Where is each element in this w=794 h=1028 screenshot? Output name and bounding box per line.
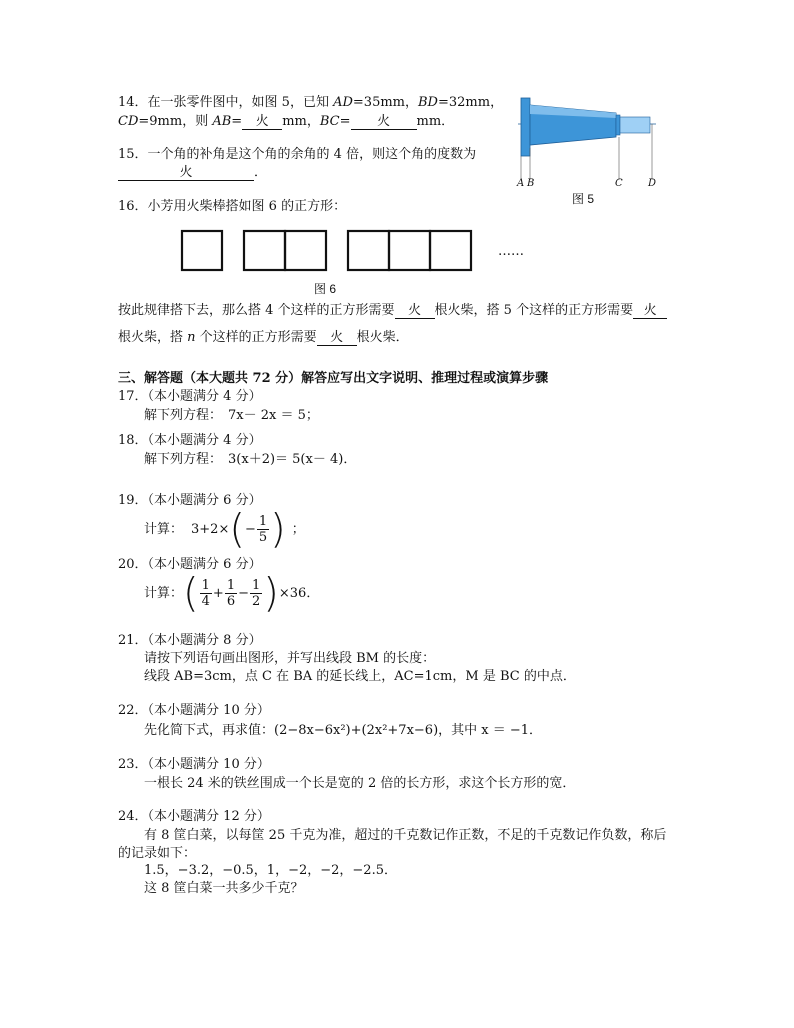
q22-body xyxy=(144,722,542,740)
var-bd: BD xyxy=(418,95,438,110)
q18-lead: 解下列方程： xyxy=(144,452,223,467)
one-square xyxy=(182,231,222,270)
end-pin xyxy=(620,117,650,133)
fraction-1-4 xyxy=(200,578,212,609)
q16-answer-blank-1[interactable]: 火 xyxy=(395,303,435,319)
fraction-1-6 xyxy=(225,578,237,609)
section-3-title: 三、解答题（本大题共 72 分）解答应写出文字说明、推理过程或演算步骤 xyxy=(118,371,549,386)
q16-text: 根火柴． xyxy=(356,330,409,345)
q15-text: 一个角的补角是这个角的余角的 4 倍，则这个角的度数为 xyxy=(147,147,477,162)
q22-header: 22．（本小题满分 10 分） xyxy=(118,703,270,718)
q14-text: =9mm，则 xyxy=(138,114,213,129)
q16-text: 根火柴，搭 xyxy=(118,330,188,345)
q14-text: = xyxy=(231,114,243,129)
fig5-point-d: D xyxy=(648,178,657,189)
right-paren: ) xyxy=(270,506,286,553)
fig5-point-c: C xyxy=(615,178,623,189)
q14-answer-blank-1[interactable]: 火 xyxy=(242,114,282,130)
q20-body xyxy=(144,572,319,616)
fig6-caption: 图 6 xyxy=(314,282,337,296)
fraction-1-5 xyxy=(257,514,269,545)
q23-line1: 一根长 24 米的铁丝围成一个长是宽的 2 倍的长方形，求这个长方形的宽． xyxy=(144,776,576,791)
q23-header: 23．（本小题满分 10 分） xyxy=(118,757,270,772)
q16-line3 xyxy=(118,329,409,347)
three-squares-3 xyxy=(430,231,471,270)
two-squares-1 xyxy=(244,231,285,270)
q20-lead: 计算： xyxy=(144,586,184,601)
q19-end: ； xyxy=(291,522,305,537)
q14-line1 xyxy=(118,94,503,112)
numerator: 1 xyxy=(226,578,236,593)
q16-text: 小芳用火柴棒搭如图 6 的正方形： xyxy=(147,199,347,214)
q20-times: ×36． xyxy=(278,586,320,601)
denominator: 6 xyxy=(226,594,236,609)
q24-line2: 的记录如下： xyxy=(118,846,197,861)
numerator: 1 xyxy=(201,578,210,593)
q20-header: 20．（本小题满分 6 分） xyxy=(118,557,262,572)
q15-answer-blank[interactable]: 火 xyxy=(118,165,254,181)
q22-expression: (2−8x−6x²)+(2x²+7x−6)，其中 x ＝ −1． xyxy=(274,723,543,738)
var-cd: CD xyxy=(118,114,139,129)
minus-sign: − xyxy=(238,586,249,601)
q24-header: 24．（本小题满分 12 分） xyxy=(118,809,270,824)
three-squares-1 xyxy=(348,231,389,270)
q14-text: = xyxy=(339,114,351,129)
q14-answer-blank-2[interactable]: 火 xyxy=(351,114,417,130)
q21-line2: 线段 AB=3cm，点 C 在 BA 的延长线上，AC=1cm，M 是 BC 的中点． xyxy=(144,669,576,684)
q19-header: 19．（本小题满分 6 分） xyxy=(118,493,262,508)
q18-header: 18．（本小题满分 4 分） xyxy=(118,433,262,448)
q24-line1: 有 8 筐白菜，以每筐 25 千克为准，超过的千克数记作正数，不足的千克数记作负数，称后 xyxy=(144,828,667,843)
q17-header: 17．（本小题满分 4 分） xyxy=(118,389,262,404)
denominator: 2 xyxy=(252,594,261,609)
flange xyxy=(521,98,530,156)
var-ad: AD xyxy=(333,95,353,110)
fig6-ellipsis: …… xyxy=(498,244,524,259)
q14-text: 在一张零件图中，如图 5，已知 xyxy=(147,95,334,110)
q19-lead: 计算： xyxy=(144,522,184,537)
denominator: 4 xyxy=(201,594,210,609)
q14-text: =35mm， xyxy=(352,95,418,110)
fig5-point-b: B xyxy=(527,178,535,189)
shoulder xyxy=(616,115,620,135)
figure-5-part xyxy=(512,92,662,192)
fig5-point-a: A xyxy=(517,178,525,189)
two-squares-2 xyxy=(285,231,326,270)
q19-expression: 3+2× xyxy=(191,522,230,537)
var-bc: BC xyxy=(319,114,340,129)
q16-line1 xyxy=(118,198,346,216)
numerator: 1 xyxy=(258,514,268,529)
q16-text: 按此规律搭下去，那么搭 4 个这样的正方形需要 xyxy=(118,303,395,318)
q14-number: 14． xyxy=(118,95,148,110)
figure-6-matchsticks xyxy=(176,226,476,276)
q17-body xyxy=(144,407,319,425)
fig5-caption: 图 5 xyxy=(572,192,595,206)
q19-body xyxy=(144,508,305,552)
q24-line3: 1.5，−3.2，−0.5，1，−2，−2，−2.5． xyxy=(144,863,397,878)
q16-line2 xyxy=(118,302,667,320)
q16-answer-blank-2[interactable]: 火 xyxy=(633,303,667,319)
q15-end: ． xyxy=(254,165,268,180)
q16-answer-blank-3[interactable]: 火 xyxy=(317,330,357,346)
var-ab: AB xyxy=(212,114,232,129)
right-paren: ) xyxy=(263,570,279,617)
q16-text: 个这样的正方形需要 xyxy=(195,330,317,345)
q17-equation: 7x－ 2x ＝ 5； xyxy=(228,408,319,423)
q21-header: 21．（本小题满分 8 分） xyxy=(118,633,262,648)
q18-body xyxy=(144,451,356,469)
minus-sign: − xyxy=(244,522,256,537)
three-squares-2 xyxy=(389,231,430,270)
q17-lead: 解下列方程： xyxy=(144,408,223,423)
q21-line1: 请按下列语句画出图形，并写出线段 BM 的长度： xyxy=(144,651,436,666)
q15-line2 xyxy=(118,164,267,182)
q14-text: mm． xyxy=(416,114,455,129)
q16-text: 根火柴，搭 5 个这样的正方形需要 xyxy=(434,303,634,318)
denominator: 5 xyxy=(258,530,268,545)
q14-line2 xyxy=(118,113,454,131)
q14-text: mm， xyxy=(282,114,320,129)
q15-line1 xyxy=(118,146,476,164)
q16-number: 16． xyxy=(118,199,148,214)
q18-equation: 3(x＋2)＝ 5(x－ 4)． xyxy=(228,452,357,467)
q15-number: 15． xyxy=(118,147,148,162)
q24-line4: 这 8 筐白菜一共多少千克？ xyxy=(144,881,304,896)
var-n: n xyxy=(187,330,196,345)
q22-lead: 先化简下式，再求值： xyxy=(144,723,275,738)
fraction-1-2 xyxy=(250,578,262,609)
left-paren: ( xyxy=(229,506,245,553)
left-paren: ( xyxy=(183,570,199,617)
numerator: 1 xyxy=(252,578,261,593)
q14-text: =32mm， xyxy=(437,95,504,110)
plus-sign: + xyxy=(212,586,224,601)
